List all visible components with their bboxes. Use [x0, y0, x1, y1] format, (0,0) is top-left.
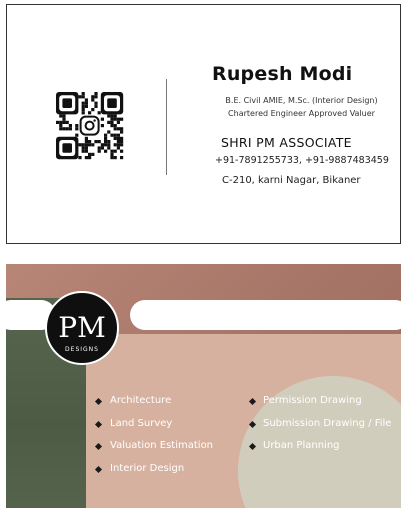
- white-pill-bar: [130, 300, 401, 330]
- qr-module: [114, 156, 117, 159]
- address-text: C-210, karni Nagar, Bikaner: [222, 175, 361, 186]
- approval-text: Chartered Engineer Approved Valuer: [228, 109, 375, 118]
- qr-module: [110, 153, 113, 156]
- service-interior-design: Interior Design: [110, 463, 185, 474]
- qr-module: [82, 143, 85, 146]
- business-card-front: [6, 4, 401, 244]
- logo-monogram: PM: [58, 311, 106, 344]
- qr-module: [114, 137, 117, 140]
- business-card-back: [6, 264, 401, 508]
- service-architecture: Architecture: [110, 395, 172, 406]
- qr-module: [62, 118, 65, 121]
- service-valuation-estimation: Valuation Estimation: [110, 440, 214, 451]
- qr-module: [88, 111, 91, 114]
- qr-module: [117, 134, 120, 137]
- service-submission-drawing: Submission Drawing / File: [263, 418, 392, 429]
- service-land-survey: Land Survey: [110, 418, 173, 429]
- qr-module: [120, 137, 123, 140]
- firm-name: SHRI PM ASSOCIATE: [221, 135, 352, 150]
- qr-module: [110, 156, 113, 159]
- qr-module: [82, 95, 85, 98]
- qr-code[interactable]: [53, 91, 129, 161]
- qr-module: [88, 153, 91, 156]
- qr-module: [66, 127, 69, 130]
- qr-module: [107, 143, 110, 146]
- qr-module: [94, 102, 97, 105]
- qr-module: [91, 98, 94, 101]
- qr-module: [107, 130, 110, 133]
- vertical-divider: [166, 79, 167, 175]
- qr-module: [110, 150, 113, 153]
- qr-module: [85, 98, 88, 101]
- qr-module: [56, 121, 59, 124]
- qr-module: [114, 134, 117, 137]
- qr-module: [59, 121, 62, 124]
- qr-module: [85, 102, 88, 105]
- qr-module: [85, 146, 88, 149]
- qr-module: [59, 114, 62, 117]
- qualification-text: B.E. Civil AMIE, M.Sc. (Interior Design): [225, 96, 378, 105]
- qr-module: [117, 118, 120, 121]
- qr-module: [82, 150, 85, 153]
- qr-module: [94, 92, 97, 95]
- qr-module: [91, 95, 94, 98]
- qr-module: [85, 156, 88, 159]
- qr-module: [104, 143, 107, 146]
- person-name: Rupesh Modi: [212, 63, 353, 85]
- qr-module: [88, 156, 91, 159]
- qr-module: [107, 140, 110, 143]
- qr-module: [85, 140, 88, 143]
- qr-module: [117, 140, 120, 143]
- qr-module: [110, 114, 113, 117]
- qr-module: [62, 121, 65, 124]
- qr-module: [120, 156, 123, 159]
- qr-module: [110, 124, 113, 127]
- qr-module: [62, 114, 65, 117]
- qr-module: [94, 95, 97, 98]
- qr-module: [120, 118, 123, 121]
- qr-module: [114, 143, 117, 146]
- qr-module: [66, 121, 69, 124]
- qr-module: [78, 95, 81, 98]
- qr-module: [69, 124, 72, 127]
- qr-module: [85, 150, 88, 153]
- qr-module: [101, 124, 104, 127]
- qr-module: [62, 127, 65, 130]
- qr-module: [98, 146, 101, 149]
- qr-module: [104, 150, 107, 153]
- qr-module: [59, 127, 62, 130]
- qr-module: [101, 118, 104, 121]
- instagram-icon: [81, 117, 99, 135]
- qr-module: [101, 143, 104, 146]
- qr-finder-square: [62, 98, 72, 108]
- logo-label: DESIGNS: [65, 346, 99, 353]
- qr-module: [91, 143, 94, 146]
- service-urban-planning: Urban Planning: [263, 440, 340, 451]
- qr-module: [78, 156, 81, 159]
- qr-module: [98, 111, 101, 114]
- qr-module: [120, 127, 123, 130]
- qr-module: [75, 124, 78, 127]
- qr-module: [94, 105, 97, 108]
- qr-module: [82, 108, 85, 111]
- qr-module: [120, 150, 123, 153]
- qr-module: [117, 143, 120, 146]
- qr-module: [85, 105, 88, 108]
- qr-module: [114, 124, 117, 127]
- pm-designs-logo: [45, 291, 119, 365]
- qr-module: [75, 127, 78, 130]
- qr-module: [107, 121, 110, 124]
- qr-module: [91, 108, 94, 111]
- qr-module: [120, 130, 123, 133]
- qr-module: [110, 118, 113, 121]
- qr-module: [114, 118, 117, 121]
- qr-module: [75, 134, 78, 137]
- qr-module: [110, 134, 113, 137]
- qr-module: [98, 150, 101, 153]
- qr-module: [94, 140, 97, 143]
- qr-finder-square: [62, 143, 72, 153]
- qr-module: [117, 146, 120, 149]
- qr-module: [98, 140, 101, 143]
- qr-module: [110, 121, 113, 124]
- qr-module: [107, 146, 110, 149]
- qr-module: [104, 134, 107, 137]
- qr-module: [114, 127, 117, 130]
- qr-module: [82, 111, 85, 114]
- qr-module: [82, 92, 85, 95]
- qr-module: [104, 140, 107, 143]
- qr-module: [120, 143, 123, 146]
- qr-module: [59, 124, 62, 127]
- qr-module: [101, 146, 104, 149]
- qr-module: [78, 143, 81, 146]
- qr-finder-square: [107, 98, 117, 108]
- service-permission-drawing: Permission Drawing: [263, 395, 362, 406]
- qr-module: [82, 102, 85, 105]
- qr-module: [88, 140, 91, 143]
- qr-module: [114, 114, 117, 117]
- qr-module: [69, 127, 72, 130]
- qr-module: [117, 121, 120, 124]
- phone-numbers[interactable]: +91-7891255733, +91-9887483459: [215, 155, 389, 166]
- qr-module: [114, 150, 117, 153]
- qr-module: [117, 137, 120, 140]
- qr-module: [85, 137, 88, 140]
- qr-module: [85, 143, 88, 146]
- qr-module: [117, 127, 120, 130]
- qr-module: [104, 137, 107, 140]
- qr-module: [82, 105, 85, 108]
- qr-module: [88, 143, 91, 146]
- qr-module: [82, 146, 85, 149]
- qr-module: [107, 114, 110, 117]
- qr-module: [91, 153, 94, 156]
- qr-module: [120, 140, 123, 143]
